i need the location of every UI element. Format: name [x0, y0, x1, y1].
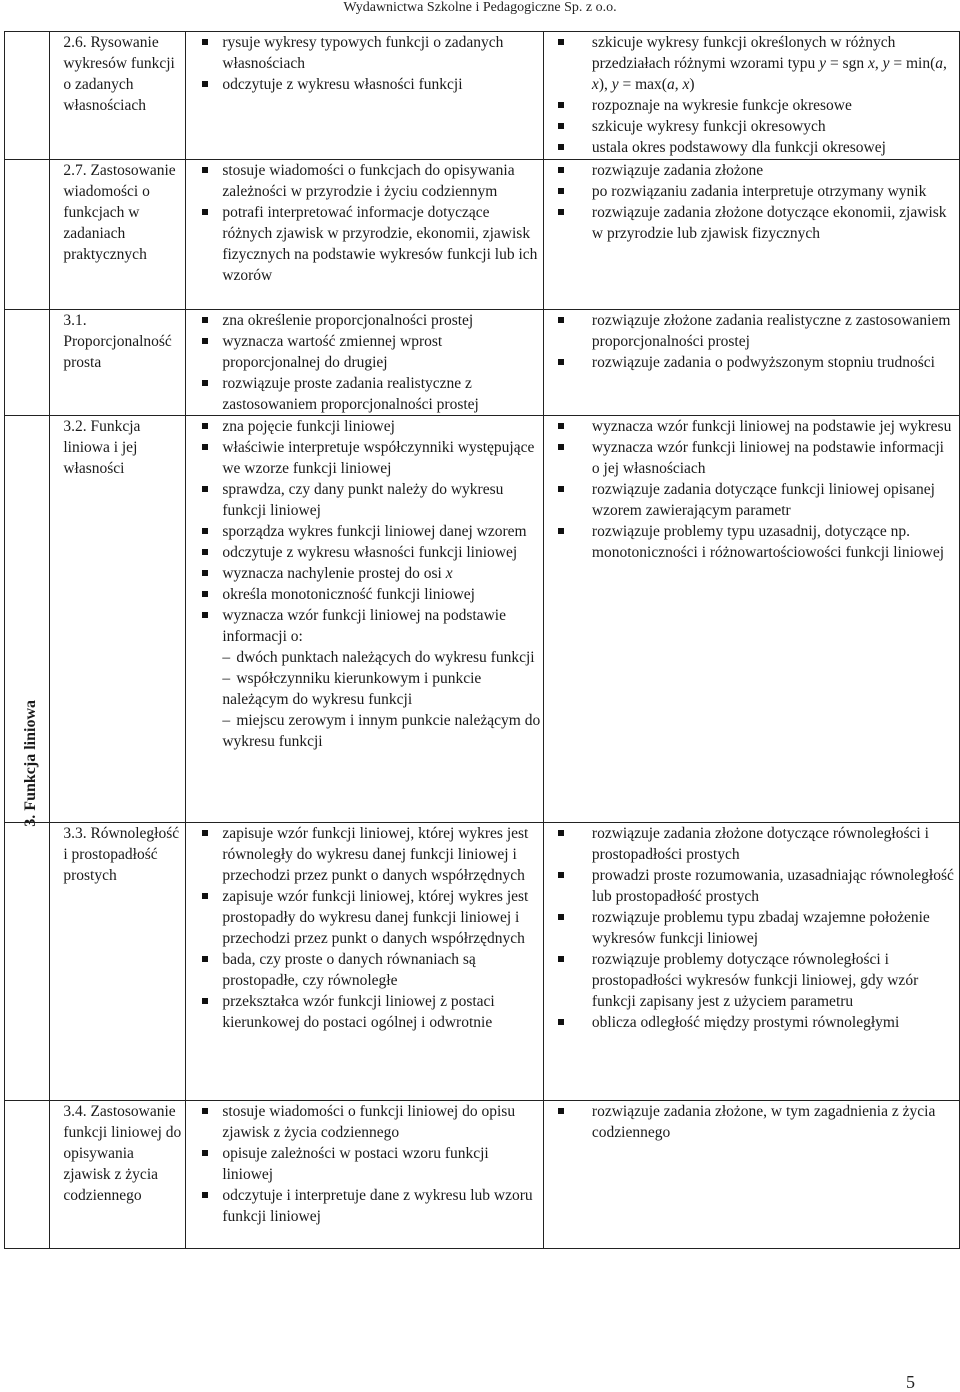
list-item: wyznacza wzór funkcji liniowej na podstawie informacji o jej własnościach [544, 437, 959, 479]
list-item: rozwiązuje złożone zadania realistyczne z zastosowaniem proporcjonalności prostej [544, 310, 959, 352]
list-item: bada, czy proste o danych równaniach są prostopadłe, czy równoległe [186, 949, 543, 991]
section-cell [5, 1101, 50, 1249]
list-item: rozwiązuje proste zadania realistyczne z zastosowaniem proporcjonalności prostej [186, 373, 543, 415]
list-item: określa monotoniczność funkcji liniowej [186, 584, 543, 605]
advanced-requirements-cell [543, 823, 959, 1101]
list-item: odczytuje z wykresu własności funkcji [186, 74, 543, 95]
advanced-requirements-list [544, 416, 959, 563]
table-row [5, 310, 960, 416]
list-item: rozwiązuje zadania złożone, w tym zagadnienia z życia codziennego [544, 1101, 959, 1143]
advanced-requirements-list [544, 823, 959, 1033]
list-item: sprawdza, czy dany punkt należy do wykresu funkcji liniowej [186, 479, 543, 521]
section-cell [5, 32, 50, 160]
list-item: szkicuje wykresy funkcji okresowych [544, 116, 959, 137]
basic-requirements-cell [186, 823, 544, 1101]
list-item-text: wyznacza wzór funkcji liniowej na podstawie informacji o: [222, 607, 506, 645]
topic-cell [50, 310, 186, 416]
topic-cell [50, 160, 186, 310]
table-row [5, 416, 960, 823]
sub-item: – dwóch punktach należących do wykresu funkcji [222, 649, 535, 666]
advanced-requirements-list [544, 310, 959, 373]
list-item: zna określenie proporcjonalności prostej [186, 310, 543, 331]
list-item [544, 32, 959, 95]
list-item: właściwie interpretuje współczynniki występujące we wzorze funkcji liniowej [186, 437, 543, 479]
list-item: wyznacza wartość zmiennej wprost proporcjonalnej do drugiej [186, 331, 543, 373]
list-item: odczytuje i interpretuje dane z wykresu lub wzoru funkcji liniowej [186, 1185, 543, 1227]
basic-requirements-list [186, 160, 543, 286]
list-item: rozpoznaje na wykresie funkcje okresowe [544, 95, 959, 116]
advanced-requirements-cell [543, 32, 959, 160]
list-item: rozwiązuje problemu typu zbadaj wzajemne położenie wykresów funkcji liniowej [544, 907, 959, 949]
advanced-requirements-cell [543, 160, 959, 310]
list-item: odczytuje z wykresu własności funkcji liniowej [186, 542, 543, 563]
section-cell [5, 310, 50, 416]
advanced-requirements-list [544, 1101, 959, 1143]
list-item: oblicza odległość między prostymi równoległymi [544, 1012, 959, 1033]
basic-requirements-cell [186, 310, 544, 416]
curriculum-table [4, 31, 960, 1249]
topic-title: 3.3. Równoległość i prostopadłość prostych [63, 825, 180, 884]
list-item: opisuje zależności w postaci wzoru funkcji liniowej [186, 1143, 543, 1185]
list-item: przekształca wzór funkcji liniowej z postaci kierunkowej do postaci ogólnej i odwrotnie [186, 991, 543, 1033]
advanced-requirements-list [544, 160, 959, 244]
basic-requirements-list [186, 310, 543, 415]
topic-cell [50, 1101, 186, 1249]
basic-requirements-list [186, 823, 543, 1033]
section-cell [5, 160, 50, 310]
list-item: rozwiązuje zadania złożone [544, 160, 959, 181]
table-row [5, 32, 960, 160]
basic-requirements-list [186, 1101, 543, 1227]
list-item: rozwiązuje zadania złożone dotyczące ekonomii, zjawisk w przyrodzie lub zjawisk fizycznych [544, 202, 959, 244]
topic-cell [50, 823, 186, 1101]
list-item: zapisuje wzór funkcji liniowej, której wykres jest równoległy do wykresu danej funkcji liniowej i przechodzi przez punkt o danych współrzędnych [186, 823, 543, 886]
list-item: zapisuje wzór funkcji liniowej, której wykres jest prostopadły do wykresu danej funkcji liniowej i przechodzi przez punkt o danych współrzędnych [186, 886, 543, 949]
list-item: stosuje wiadomości o funkcji liniowej do opisu zjawisk z życia codziennego [186, 1101, 543, 1143]
table-row [5, 160, 960, 310]
list-item: rozwiązuje zadania dotyczące funkcji liniowej opisanej wzorem zawierającym parametr [544, 479, 959, 521]
basic-requirements-cell [186, 32, 544, 160]
basic-requirements-cell [186, 416, 544, 823]
sub-item: – miejscu zerowym i innym punkcie należącym do wykresu funkcji [222, 712, 541, 750]
list-item-text: wyznacza nachylenie prostej do osi x [222, 565, 453, 582]
advanced-requirements-cell [543, 416, 959, 823]
basic-requirements-list [186, 416, 543, 647]
topic-title: 2.6. Rysowanie wykresów funkcji o zadanych własnościach [63, 34, 175, 114]
list-item [186, 605, 543, 647]
basic-requirements-list [186, 32, 543, 95]
advanced-requirements-list [544, 32, 959, 158]
list-item: rozwiązuje zadania złożone dotyczące równoległości i prostopadłości prostych [544, 823, 959, 865]
list-item: rozwiązuje problemy dotyczące równoległości i prostopadłości wykresów funkcji liniowej, gdy wzór funkcji zapisany jest z użyciem parametru [544, 949, 959, 1012]
list-item: prowadzi proste rozumowania, uzasadniając równoległość lub prostopadłość prostych [544, 865, 959, 907]
list-item: rysuje wykresy typowych funkcji o zadanych własnościach [186, 32, 543, 74]
advanced-requirements-cell [543, 310, 959, 416]
list-item-text: szkicuje wykresy funkcji określonych w różnych przedziałach różnymi wzorami typu y = sgn x, y = min(a, x), y = max(a, x) [591, 34, 947, 93]
topic-title: 2.7. Zastosowanie wiadomości o funkcjach w zadaniach praktycznych [63, 162, 176, 263]
list-item: potrafi interpretować informacje dotyczące różnych zjawisk w przyrodzie, ekonomii, zjawisk fizycznych na podstawie wykresów funkcji lub ich wzorów [186, 202, 543, 286]
basic-requirements-cell [186, 1101, 544, 1249]
list-item [186, 563, 543, 584]
page-header: Wydawnictwa Szkolne i Pedagogiczne Sp. z o.o. [343, 0, 617, 15]
section-cell [5, 823, 50, 1101]
topic-title: 3.4. Zastosowanie funkcji liniowej do opisywania zjawisk z życia codziennego [63, 1103, 182, 1204]
list-item: wyznacza wzór funkcji liniowej na podstawie jej wykresu [544, 416, 959, 437]
topic-title: 3.2. Funkcja liniowa i jej własności [63, 418, 141, 477]
list-item: ustala okres podstawowy dla funkcji okresowej [544, 137, 959, 158]
list-item: stosuje wiadomości o funkcjach do opisywania zależności w przyrodzie i życiu codziennym [186, 160, 543, 202]
list-item: rozwiązuje zadania o podwyższonym stopniu trudności [544, 352, 959, 373]
list-item: sporządza wykres funkcji liniowej danej wzorem [186, 521, 543, 542]
topic-cell [50, 416, 186, 823]
topic-cell [50, 32, 186, 160]
page-number: 5 [906, 1372, 915, 1392]
table-row [5, 823, 960, 1101]
sub-item: – współczynniku kierunkowym i punkcie należącym do wykresu funkcji [222, 670, 482, 708]
topic-title: 3.1. Proporcjonalność prosta [63, 312, 172, 371]
list-item: po rozwiązaniu zadania interpretuje otrzymany wynik [544, 181, 959, 202]
advanced-requirements-cell [543, 1101, 959, 1249]
list-item: rozwiązuje problemy typu uzasadnij, dotyczące np. monotoniczności i różnowartościowości funkcji liniowej [544, 521, 959, 563]
basic-requirements-cell [186, 160, 544, 310]
table-row [5, 1101, 960, 1249]
list-item: zna pojęcie funkcji liniowej [186, 416, 543, 437]
section-label: 3. Funkcja liniowa [22, 700, 39, 827]
